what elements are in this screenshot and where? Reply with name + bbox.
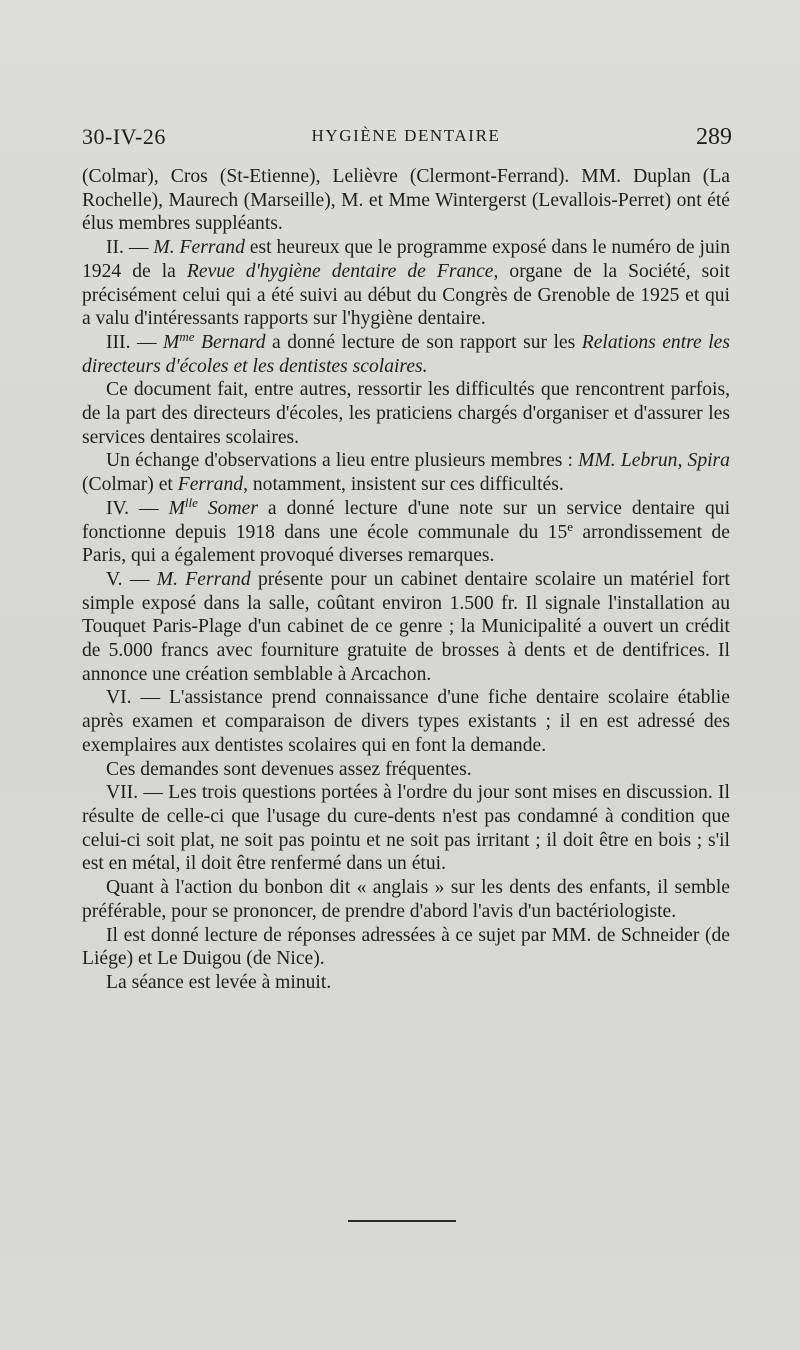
- text-run: arrondissement de Paris, qui a également provoqué diverses remarques.: [82, 521, 730, 567]
- paragraph: [82, 236, 730, 331]
- paragraph: La séance est levée à minuit.: [106, 971, 332, 993]
- text-run: (Colmar) et: [82, 474, 178, 496]
- paragraph: VI. — L'assistance prend connaissance d'une fiche dentaire scolaire établie après examen et comparaison de divers types existants ; il en est adressé des exemplaires aux dentistes scolaires qui en font la demande.: [82, 687, 730, 756]
- body-text: [82, 165, 730, 995]
- report-title: Relations entre les directeurs d'écoles et les dentistes scolaires.: [82, 331, 730, 377]
- title-abbr: M: [163, 331, 180, 353]
- text-run: , organe de la Société, soit précisément celui qui a été suivi au début du Congrès de Grenoble de 1925 et qui a valu d'intéressants rapports sur l'hygiène dentaire.: [82, 260, 730, 330]
- paragraph: [82, 568, 730, 687]
- header-title: HYGIÈNE DENTAIRE: [311, 126, 501, 145]
- title-abbr: M: [168, 497, 185, 519]
- text-run: , notamment, insistent sur ces difficultés.: [243, 474, 564, 496]
- paragraph: VII. — Les trois questions portées à l'ordre du jour sont mises en discussion. Il résulte de celle-ci que l'usage du cure-dents n'est pas condamné à condition que celui-ci soit plat, ne soit pas pointu et ne soit pas irritant ; il doit être en bois ; s'il est en métal, il doit être renfermé dans un étui.: [82, 782, 730, 875]
- ordinal-superscript: e: [567, 518, 574, 534]
- text-run: présente pour un cabinet dentaire scolaire un matériel fort simple exposé dans la salle, coûtant environ 1.500 fr. Il signale l'installation au Touquet Paris-Plage d'un cabinet de ce genre ; la Municipalité a ouvert un crédit de 5.000 francs avec fourniture gratuite de brosses à dents et de dentifrices. Il annonce une création semblable à Arcachon.: [82, 568, 730, 685]
- person-names: MM. Lebrun, Spira: [578, 450, 730, 472]
- paragraph: [82, 328, 730, 378]
- person-name: M. Ferrand: [153, 237, 245, 259]
- paragraph: [82, 494, 731, 568]
- person-name: M. Ferrand: [156, 568, 251, 590]
- paragraph: (Colmar), Cros (St-Etienne), Lelièvre (Clermont-Ferrand). MM. Duplan (La Rochelle), Maurech (Marseille), M. et Mme Wintergerst (Levallois-Perret) ont été élus membres suppléants.: [82, 166, 730, 235]
- name-text: Somer: [197, 497, 258, 519]
- running-header: [82, 124, 730, 154]
- paragraph: Ces demandes sont devenues assez fréquentes.: [106, 758, 472, 780]
- text-run: Un échange d'observations a lieu entre plusieurs membres :: [106, 450, 579, 472]
- text-run: V. —: [106, 568, 157, 590]
- journal-title: Revue d'hygiène dentaire de France: [186, 260, 494, 282]
- person-name: [168, 494, 258, 519]
- person-name: [163, 328, 266, 353]
- text-run: est heureux que le programme exposé dans le numéro de juin 1924 de la: [82, 237, 730, 282]
- header-date: 30-IV-26: [82, 124, 166, 149]
- text-run: a donné lecture d'une note sur un service dentaire qui fonctionne depuis 1918 dans une école communale du 15: [82, 497, 731, 543]
- title-superscript: me: [179, 328, 195, 344]
- text-run: III. —: [106, 331, 164, 353]
- paragraph: [82, 449, 730, 496]
- paragraph: Ce document fait, entre autres, ressortir les difficultés que rencontrent parfois, de la part des directeurs d'écoles, les praticiens chargés d'organiser et d'assurer les services dentaires scolaires.: [82, 379, 730, 448]
- page-number: 289: [696, 124, 732, 150]
- text-run: IV. —: [106, 497, 169, 519]
- title-superscript: lle: [184, 494, 198, 510]
- name-text: Bernard: [194, 331, 266, 353]
- end-rule: [348, 1220, 456, 1222]
- text-run: a donné lecture de son rapport sur les: [265, 331, 582, 353]
- person-name: Ferrand: [177, 474, 244, 496]
- paragraph: Quant à l'action du bonbon dit « anglais » sur les dents des enfants, il semble préférable, pour se prononcer, de prendre d'abord l'avis d'un bactériologiste.: [82, 877, 730, 922]
- text-run: II. —: [106, 237, 154, 259]
- paragraph: Il est donné lecture de réponses adressées à ce sujet par MM. de Schneider (de Liége) et Le Duigou (de Nice).: [82, 924, 730, 970]
